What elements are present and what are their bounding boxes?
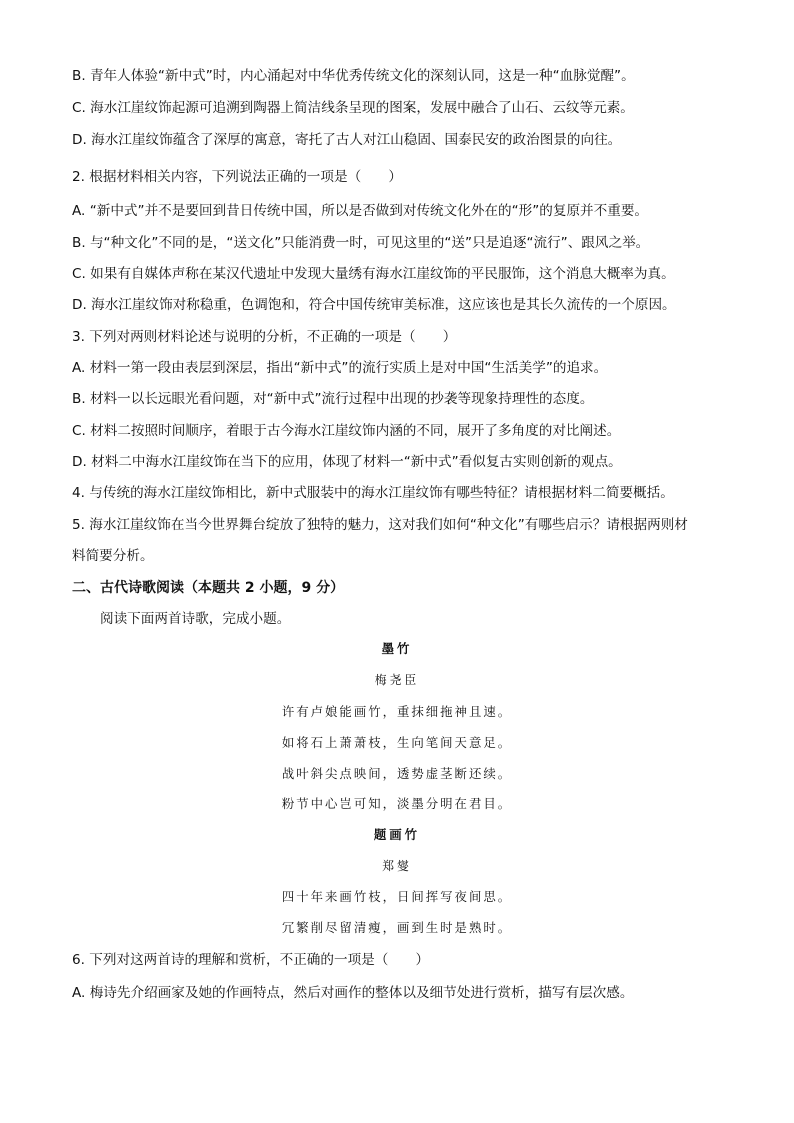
question-6-stem: 6. 下列对这两首诗的理解和赏析，不正确的一项是（ ）: [72, 952, 430, 968]
poem-2-line: 四十年来画竹枝，日间挥写夜间思。: [281, 889, 513, 904]
q3-option-c: C. 材料二按照时间顺序，着眼于古今海水江崖纹饰内涵的不同，展开了多角度的对比阐述。: [72, 423, 621, 439]
question-5-line-1: 5. 海水江崖纹饰在当今世界舞台绽放了独特的魅力，这对我们如何“种文化”有哪些启示？请根据两则材: [72, 517, 688, 533]
poem-1-line: 许有卢娘能画竹，重抹细拖神且速。: [281, 704, 513, 719]
question-2-stem: 2. 根据材料相关内容，下列说法正确的一项是（ ）: [72, 169, 402, 185]
option-d-material: D. 海水江崖纹饰蕴含了深厚的寓意，寄托了古人对江山稳固、国泰民安的政治图景的向往。: [72, 132, 622, 148]
question-4: 4. 与传统的海水江崖纹饰相比，新中式服装中的海水江崖纹饰有哪些特征？请根据材料二简要概括。: [72, 485, 674, 501]
q3-option-d: D. 材料二中海水江崖纹饰在当下的应用，体现了材料一“新中式”看似复古实则创新的观点。: [72, 454, 622, 470]
poem-1-line: 如将石上萧萧枝，生向笔间天意足。: [281, 735, 513, 750]
q3-option-b: B. 材料一以长远眼光看问题，对“新中式”流行过程中出现的抄袭等现象持理性的态度。: [72, 391, 594, 407]
question-5-line-2: 料简要分析。: [72, 548, 154, 564]
q2-option-b: B. 与“种文化”不同的是，“送文化”只能消费一时，可见这里的“送”只是追逐“流行”、跟风之举。: [72, 235, 650, 251]
poem-1-author: 梅尧臣: [374, 673, 420, 687]
q3-option-a: A. 材料一第一段由表层到深层，指出“新中式”的流行实质上是对中国“生活美学”的追求。: [72, 360, 608, 376]
poem-2-title: 题画竹: [373, 827, 421, 842]
section-2-heading: 二、古代诗歌阅读（本题共 2 小题，9 分）: [72, 580, 345, 596]
q2-option-c: C. 如果有自媒体声称在某汉代遗址中发现大量绣有海水江崖纹饰的平民服饰，这个消息大概率为真。: [72, 266, 675, 282]
q6-option-a: A. 梅诗先介绍画家及她的作画特点，然后对画作的整体以及细节处进行赏析，描写有层次感。: [72, 985, 634, 1001]
question-3-stem: 3. 下列对两则材料论述与说明的分析，不正确的一项是（ ）: [72, 329, 457, 345]
poem-1-line: 战叶斜尖点映间，透势虚茎断还续。: [281, 766, 513, 781]
poem-2-author: 郑燮: [382, 859, 412, 873]
option-b-material: B. 青年人体验“新中式”时，内心涌起对中华优秀传统文化的深刻认同，这是一种“血脉觉醒”。: [72, 68, 635, 84]
section-2-intro: 阅读下面两首诗歌，完成小题。: [100, 611, 291, 627]
q2-option-d: D. 海水江崖纹饰对称稳重，色调饱和，符合中国传统审美标准，这应该也是其长久流传的一个原因。: [72, 297, 676, 313]
q2-option-a: A. “新中式”并不是要回到昔日传统中国，所以是否做到对传统文化外在的“形”的复原并不重要。: [72, 203, 649, 219]
poem-1-title: 墨竹: [381, 641, 413, 656]
poem-2-line: 冗繁削尽留清瘦，画到生时是熟时。: [281, 920, 513, 935]
option-c-material: C. 海水江崖纹饰起源可追溯到陶器上简洁线条呈现的图案，发展中融合了山石、云纹等元素。: [72, 100, 634, 116]
poem-1-line: 粉节中心岂可知，淡墨分明在君目。: [281, 796, 513, 811]
